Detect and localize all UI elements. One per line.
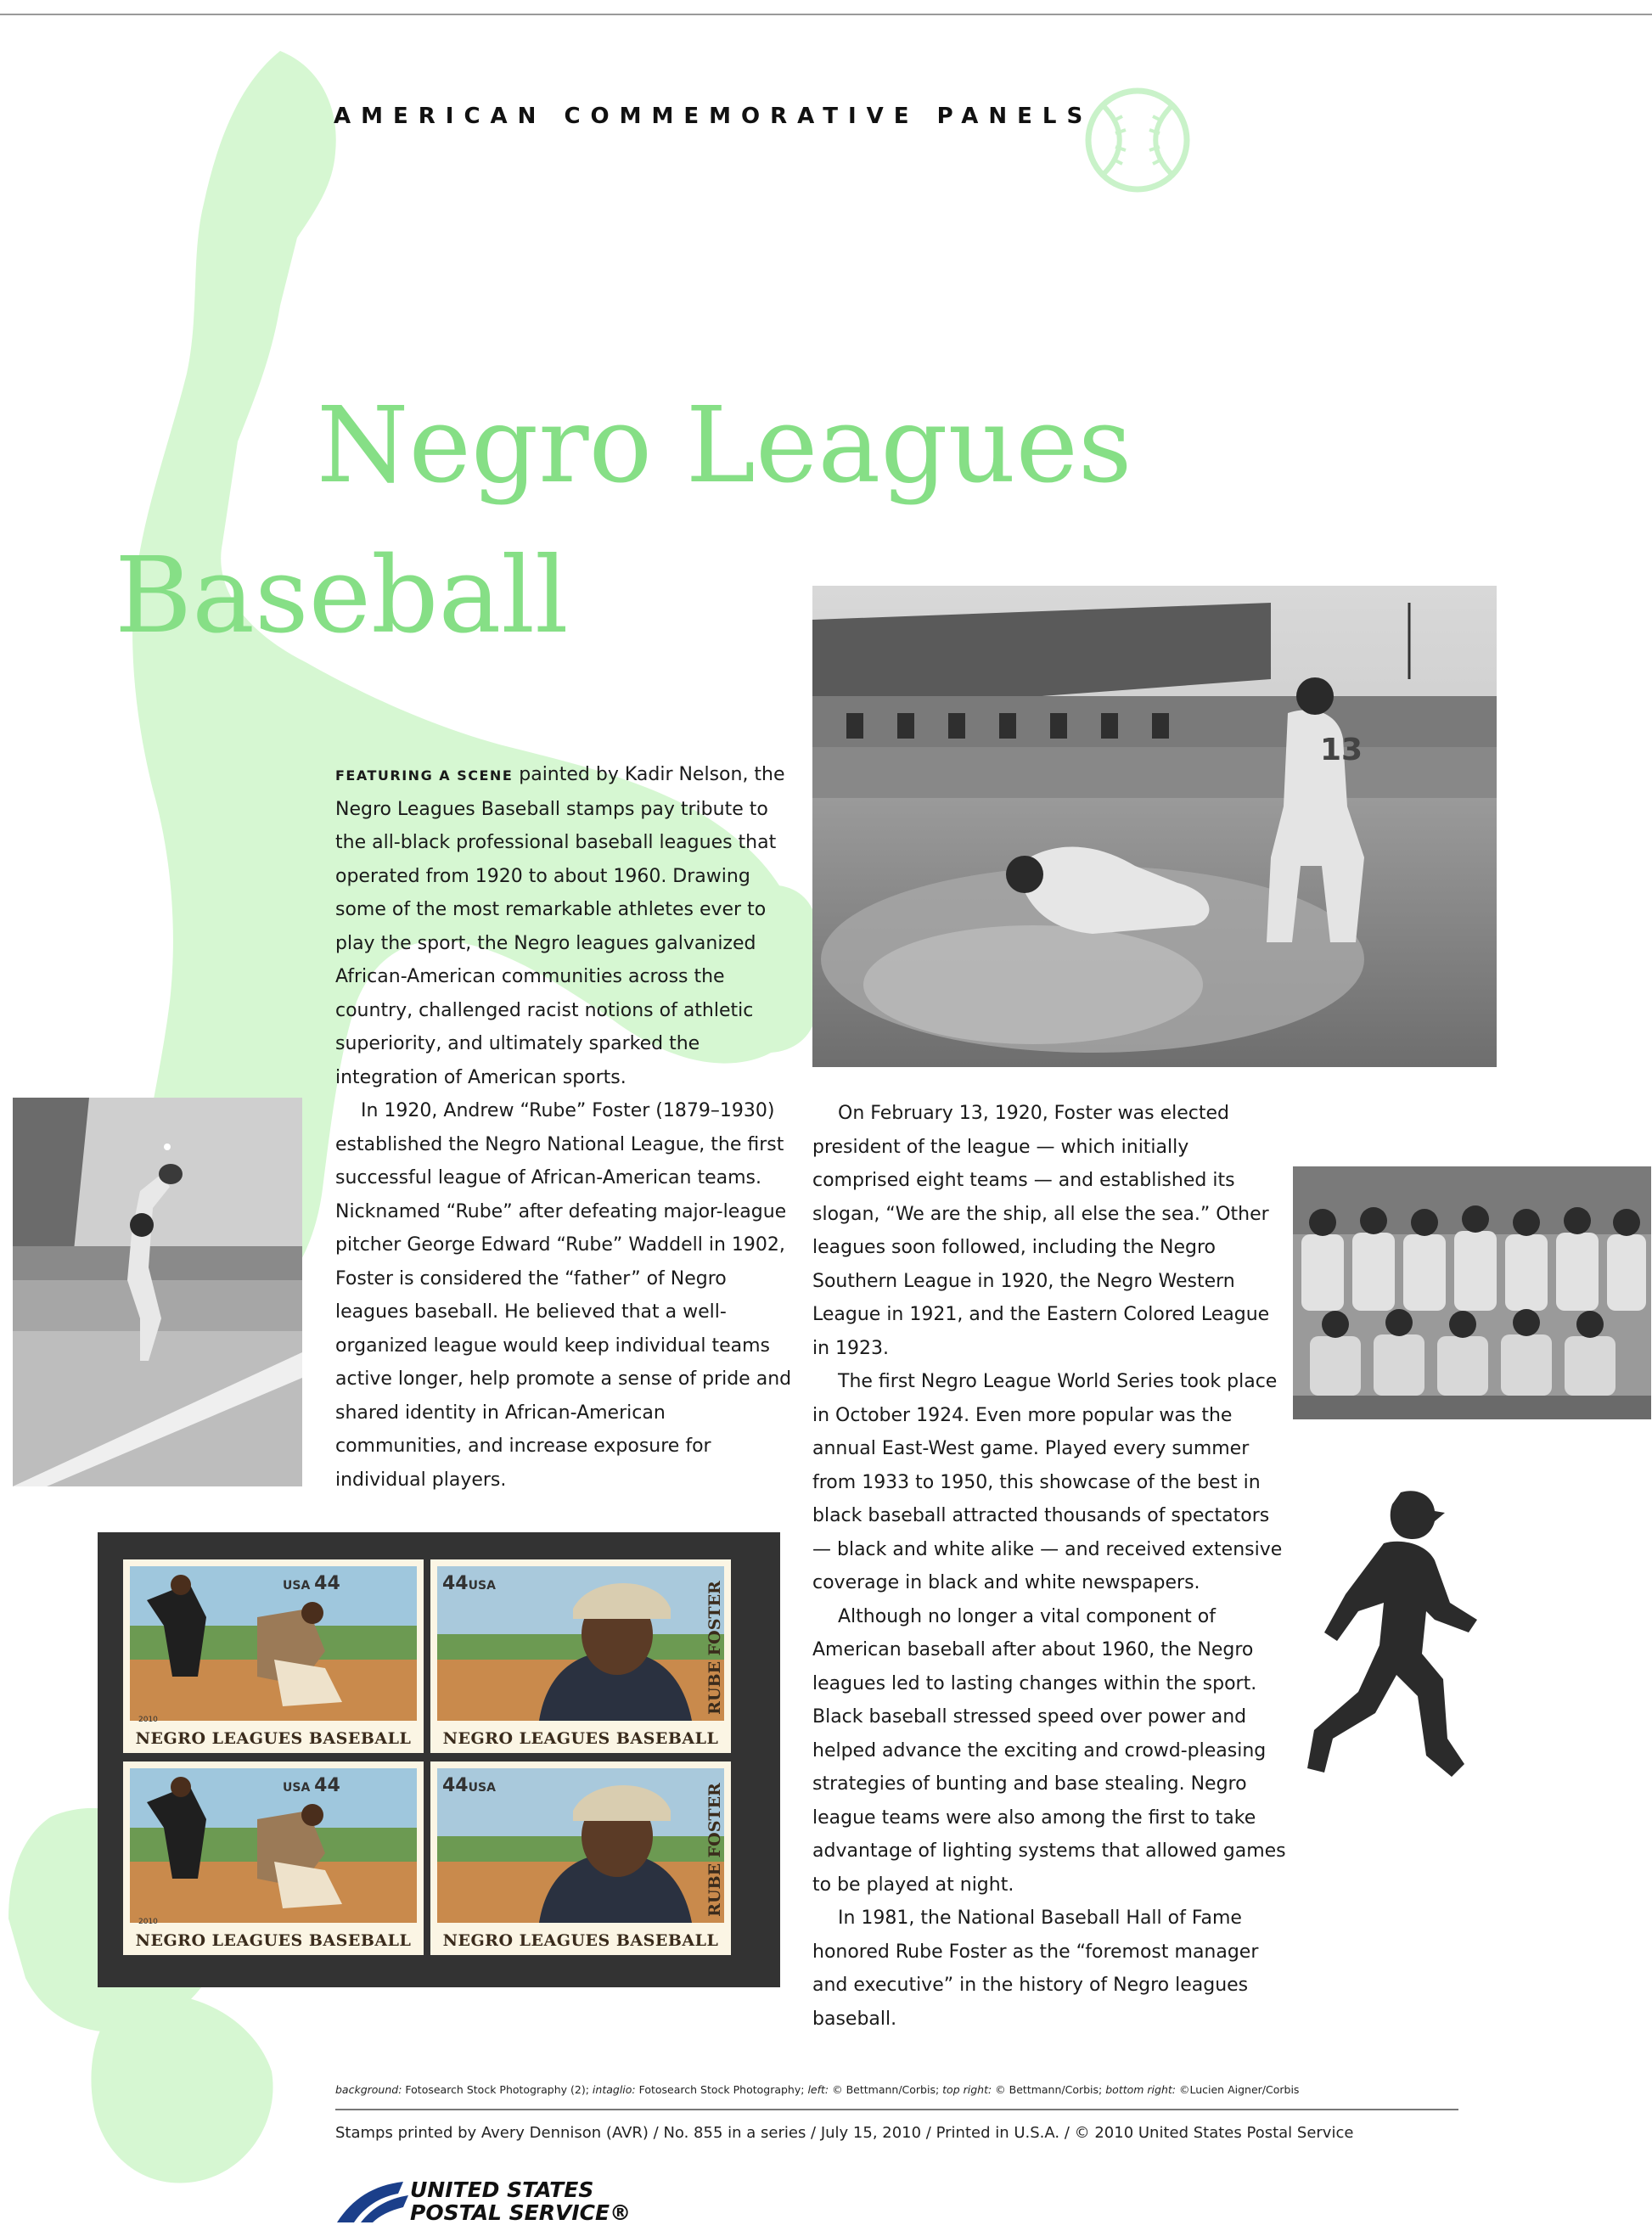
- stamp-denomination-right: 44USA: [442, 1775, 496, 1796]
- paragraph-intro-text: painted by Kadir Nelson, the Negro Leagues Baseball stamps pay tribute to the all-black professional baseball leagues that operated from 1920 to about 1960. Drawing some of the most remarkable athletes ever to play the sport, the Negro leagues galvanized African-American communities across the country, challenged racist notions of athletic superiority, and ultimately sparked the integration of American sports.: [335, 764, 785, 1088]
- stamp-year: 2010: [138, 1918, 158, 1926]
- stamp-caption-right: NEGRO LEAGUES BASEBALL: [442, 1729, 719, 1748]
- paragraph-intro: [335, 758, 794, 1094]
- svg-text:13: 13: [1320, 733, 1363, 767]
- stamp-caption-left: NEGRO LEAGUES BASEBALL: [135, 1931, 412, 1950]
- usps-line1: UNITED STATES: [410, 2177, 594, 2202]
- stamp-year: 2010: [138, 1716, 158, 1724]
- lead-small-caps: FEATURING A SCENE: [335, 767, 514, 784]
- stamp-denomination-left: USA 44: [283, 1573, 340, 1594]
- stamp-pane: [98, 1532, 780, 1987]
- photo-team-portrait: [1293, 1166, 1651, 1419]
- stamp-baseball-scene: [123, 1559, 424, 1753]
- stamp-denomination-left: USA 44: [283, 1775, 340, 1796]
- stamp-art-play-at-plate: [130, 1768, 417, 1923]
- page-title-line2: Baseball: [115, 535, 569, 657]
- page-title-line1: Negro Leagues: [317, 385, 1132, 507]
- body-text-left-column: [335, 758, 794, 1497]
- paragraph-hall-of-fame: In 1981, the National Baseball Hall of Fame honored Rube Foster as the “foremost manager and executive” in the history of Negro leagues baseball.: [812, 1908, 1259, 2030]
- photo-credits: background: Fotosearch Stock Photography (2); intaglio: Fotosearch Stock Photography; left: © Bettmann/Corbis; top right: © Bettmann/Corbis; bottom right: ©Lucien Aigner/Corbis: [335, 2083, 1300, 2096]
- paragraph-election: On February 13, 1920, Foster was elected president of the league — which initially comprised eight teams — and established its slogan, “We are the ship, all else the sea.” Other leagues soon followed, including the Negro Southern League in 1920, the Negro Western League in 1921, and the Eastern Colored League in 1923.: [812, 1103, 1270, 1359]
- photo-leaping-fielder: [13, 1098, 302, 1486]
- stamp-caption-left: NEGRO LEAGUES BASEBALL: [135, 1729, 412, 1748]
- stamp-caption-right: NEGRO LEAGUES BASEBALL: [442, 1931, 719, 1950]
- baseball-runner-silhouette: [1299, 1484, 1494, 1790]
- stamp-art-play-at-plate: [130, 1566, 417, 1721]
- photo-slide-into-base: [812, 586, 1497, 1067]
- usps-wordmark: [75, 2178, 631, 2224]
- printing-info: Stamps printed by Avery Dennison (AVR) / No. 855 in a series / July 15, 2010 / Printed in U.S.A. / © 2010 United States Postal Service: [335, 2124, 1354, 2142]
- paragraph-world-series: The first Negro League World Series took place in October 1924. Even more popular was the annual East-West game. Played every summer from 1933 to 1950, this showcase of the best in black baseball attracted thousands of spectators — black and white alike — and received extensive coverage in black and white newspapers.: [812, 1371, 1283, 1593]
- stamp-rube-foster: [430, 1761, 731, 1955]
- stamp-vertical-label: RUBE FOSTER: [705, 1581, 724, 1715]
- paragraph-legacy: Although no longer a vital component of American baseball after about 1960, the Negro leagues led to lasting changes within the sport. Black baseball stressed speed over power and helped advance the exciting and crowd-pleasing strategies of bunting and base stealing. Negro league teams were also among the first to take advantage of lighting systems that allowed games to be played at night.: [812, 1605, 1286, 1896]
- footer-rule: [335, 2109, 1458, 2110]
- stamp-baseball-scene: [123, 1761, 424, 1955]
- stamp-denomination-right: 44USA: [442, 1573, 496, 1594]
- body-text-right-column: [812, 1097, 1288, 2036]
- series-title: AMERICAN COMMEMORATIVE PANELS: [334, 104, 1093, 129]
- stamp-rube-foster: [430, 1559, 731, 1753]
- stamp-vertical-label: RUBE FOSTER: [705, 1783, 724, 1917]
- paragraph-foster: In 1920, Andrew “Rube” Foster (1879–1930) established the Negro National League, the first successful league of African-American teams. Nicknamed “Rube” after defeating major-league pitcher George Edward “Rube” Waddell in 1902, Foster is considered the “father” of Negro leagues baseball. He believed that a well-organized league would keep individual teams active longer, help promote a sense of pride and shared identity in African-American communities, and increase exposure for individual players.: [335, 1100, 792, 1491]
- baseball-icon: [1078, 81, 1197, 199]
- usps-line2: POSTAL SERVICE®: [410, 2200, 632, 2225]
